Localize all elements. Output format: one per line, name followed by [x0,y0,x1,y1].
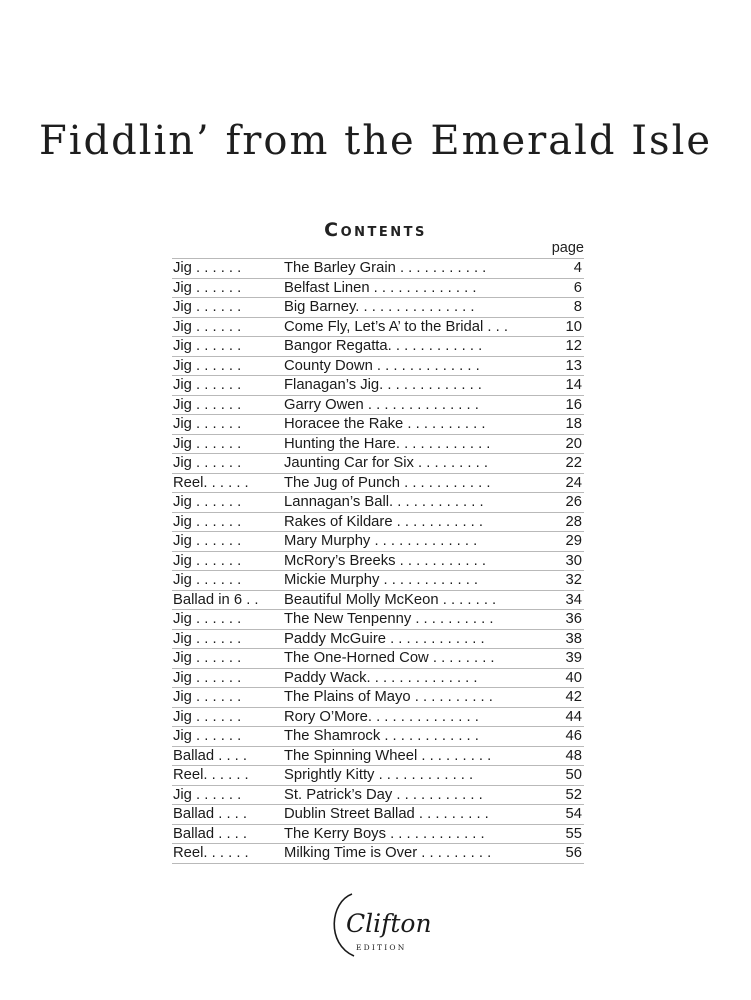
entry-title: Flanagan’s Jig. . . . . . . . . . . . . [284,377,482,393]
toc-entry [172,824,584,844]
entry-page-number: 54 [565,806,582,822]
logo-subtext: EDITION [356,943,407,952]
entry-title: Sprightly Kitty . . . . . . . . . . . . [284,767,474,783]
page-column-label: page [551,240,584,256]
toc-entry [172,531,584,551]
entry-type: Jig . . . . . . [173,299,242,315]
toc-entry [172,375,584,395]
entry-type: Jig . . . . . . [173,650,242,666]
entry-page-number: 28 [565,513,582,530]
entry-type: Jig . . . . . . [173,494,242,510]
toc-entry [172,746,584,766]
entry-type: Jig . . . . . . [173,396,242,413]
entry-page-number: 20 [565,435,582,452]
toc-entry [172,297,584,317]
clifton-logo-icon [322,888,434,962]
toc-entry [172,687,584,707]
toc-entry [172,356,584,376]
entry-title: Dublin Street Ballad . . . . . . . . . [284,806,489,822]
toc-entry [172,765,584,785]
entry-title: St. Patrick’s Day . . . . . . . . . . . [284,786,483,803]
logo-wordmark: Clifton [346,909,432,938]
entry-page-number: 24 [565,474,582,491]
entry-page-number: 32 [565,572,582,588]
toc-entry [172,629,584,649]
entry-title: Belfast Linen . . . . . . . . . . . . . [284,279,477,296]
contents-heading: Contents [324,219,427,241]
entry-type: Jig . . . . . . [173,435,242,452]
entry-title: The One-Horned Cow . . . . . . . . [284,650,495,666]
toc-entry [172,785,584,805]
table-of-contents [172,258,584,864]
entry-page-number: 52 [565,786,582,803]
entry-type: Reel. . . . . . [173,767,249,783]
entry-type: Jig . . . . . . [173,630,242,647]
entry-page-number: 56 [565,845,582,861]
toc-entry [172,590,584,610]
entry-title: The Shamrock . . . . . . . . . . . . [284,728,479,744]
entry-type: Jig . . . . . . [173,533,242,549]
entry-title: Mary Murphy . . . . . . . . . . . . . [284,533,478,549]
entry-type: Jig . . . . . . [173,669,242,686]
entry-page-number: 26 [565,494,582,510]
publisher-logo [322,888,434,962]
entry-title: Lannagan’s Ball. . . . . . . . . . . . [284,494,484,510]
entry-title: Paddy McGuire . . . . . . . . . . . . [284,630,485,647]
entry-type: Ballad . . . . [173,806,248,822]
entry-page-number: 18 [565,416,582,432]
entry-type: Ballad . . . . [173,825,248,842]
entry-title: Jaunting Car for Six . . . . . . . . . [284,455,488,471]
entry-title: Milking Time is Over . . . . . . . . . [284,845,492,861]
entry-page-number: 38 [565,630,582,647]
entry-page-number: 12 [565,338,582,354]
entry-page-number: 46 [565,728,582,744]
toc-entry [172,512,584,532]
entry-page-number: 42 [565,689,582,705]
toc-entry [172,336,584,356]
entry-type: Jig . . . . . . [173,572,242,588]
toc-entry [172,492,584,512]
entry-type: Jig . . . . . . [173,377,242,393]
entry-page-number: 48 [565,747,582,764]
entry-type: Jig . . . . . . [173,357,242,374]
entry-page-number: 55 [565,825,582,842]
entry-page-number: 14 [565,377,582,393]
entry-type: Jig . . . . . . [173,786,242,803]
toc-entry [172,609,584,629]
entry-type: Jig . . . . . . [173,513,242,530]
entry-page-number: 29 [565,533,582,549]
entry-type: Jig . . . . . . [173,416,242,432]
toc-entry [172,453,584,473]
entry-type: Reel. . . . . . [173,845,249,861]
entry-title: The Jug of Punch . . . . . . . . . . . [284,474,491,491]
entry-page-number: 39 [565,650,582,666]
toc-entry [172,317,584,337]
entry-type: Ballad . . . . [173,747,248,764]
entry-page-number: 13 [565,357,582,374]
entry-page-number: 30 [565,552,582,569]
toc-entry [172,648,584,668]
entry-page-number: 40 [565,669,582,686]
entry-page-number: 8 [573,299,582,315]
entry-type: Jig . . . . . . [173,728,242,744]
toc-entry [172,414,584,434]
entry-page-number: 4 [573,260,582,276]
entry-title: Hunting the Hare. . . . . . . . . . . . [284,435,491,452]
entry-page-number: 36 [565,611,582,627]
toc-entry [172,570,584,590]
entry-page-number: 44 [565,708,582,725]
entry-title: The Spinning Wheel . . . . . . . . . [284,747,492,764]
entry-type: Jig . . . . . . [173,338,242,354]
entry-title: Mickie Murphy . . . . . . . . . . . . [284,572,479,588]
toc-entry [172,804,584,824]
entry-type: Jig . . . . . . [173,552,242,569]
entry-title: The Barley Grain . . . . . . . . . . . [284,260,487,276]
entry-title: Come Fly, Let’s A’ to the Bridal . . . [284,318,508,335]
toc-entry [172,668,584,688]
entry-page-number: 16 [565,396,582,413]
entry-title: Bangor Regatta. . . . . . . . . . . . [284,338,483,354]
entry-title: McRory’s Breeks . . . . . . . . . . . [284,552,486,569]
book-title: Fiddlin’ from the Emerald Isle [38,118,713,164]
entry-title: Rory O’More. . . . . . . . . . . . . . [284,708,479,725]
entry-type: Jig . . . . . . [173,260,242,276]
toc-entry [172,843,584,864]
entry-type: Reel. . . . . . [173,474,249,491]
entry-type: Jig . . . . . . [173,708,242,725]
entry-type: Jig . . . . . . [173,279,242,296]
toc-entry [172,473,584,493]
entry-title: Horacee the Rake . . . . . . . . . . [284,416,486,432]
entry-type: Jig . . . . . . [173,455,242,471]
toc-entry [172,434,584,454]
entry-type: Jig . . . . . . [173,611,242,627]
entry-title: Garry Owen . . . . . . . . . . . . . . [284,396,479,413]
entry-title: Rakes of Kildare . . . . . . . . . . . [284,513,484,530]
entry-type: Jig . . . . . . [173,689,242,705]
entry-page-number: 50 [565,767,582,783]
entry-type: Jig . . . . . . [173,318,242,335]
toc-entry [172,726,584,746]
entry-title: County Down . . . . . . . . . . . . . [284,357,480,374]
entry-title: The Plains of Mayo . . . . . . . . . . [284,689,493,705]
toc-entry [172,551,584,571]
toc-entry [172,707,584,727]
entry-page-number: 34 [565,591,582,608]
entry-title: Paddy Wack. . . . . . . . . . . . . . [284,669,478,686]
entry-title: The Kerry Boys . . . . . . . . . . . . [284,825,485,842]
toc-entry [172,258,584,278]
entry-title: The New Tenpenny . . . . . . . . . . [284,611,494,627]
entry-page-number: 22 [565,455,582,471]
entry-title: Beautiful Molly McKeon . . . . . . . [284,591,497,608]
entry-page-number: 10 [565,318,582,335]
entry-page-number: 6 [573,279,582,296]
entry-type: Ballad in 6 . . [173,591,259,608]
entry-title: Big Barney. . . . . . . . . . . . . . . [284,299,475,315]
toc-entry [172,395,584,415]
toc-entry [172,278,584,298]
